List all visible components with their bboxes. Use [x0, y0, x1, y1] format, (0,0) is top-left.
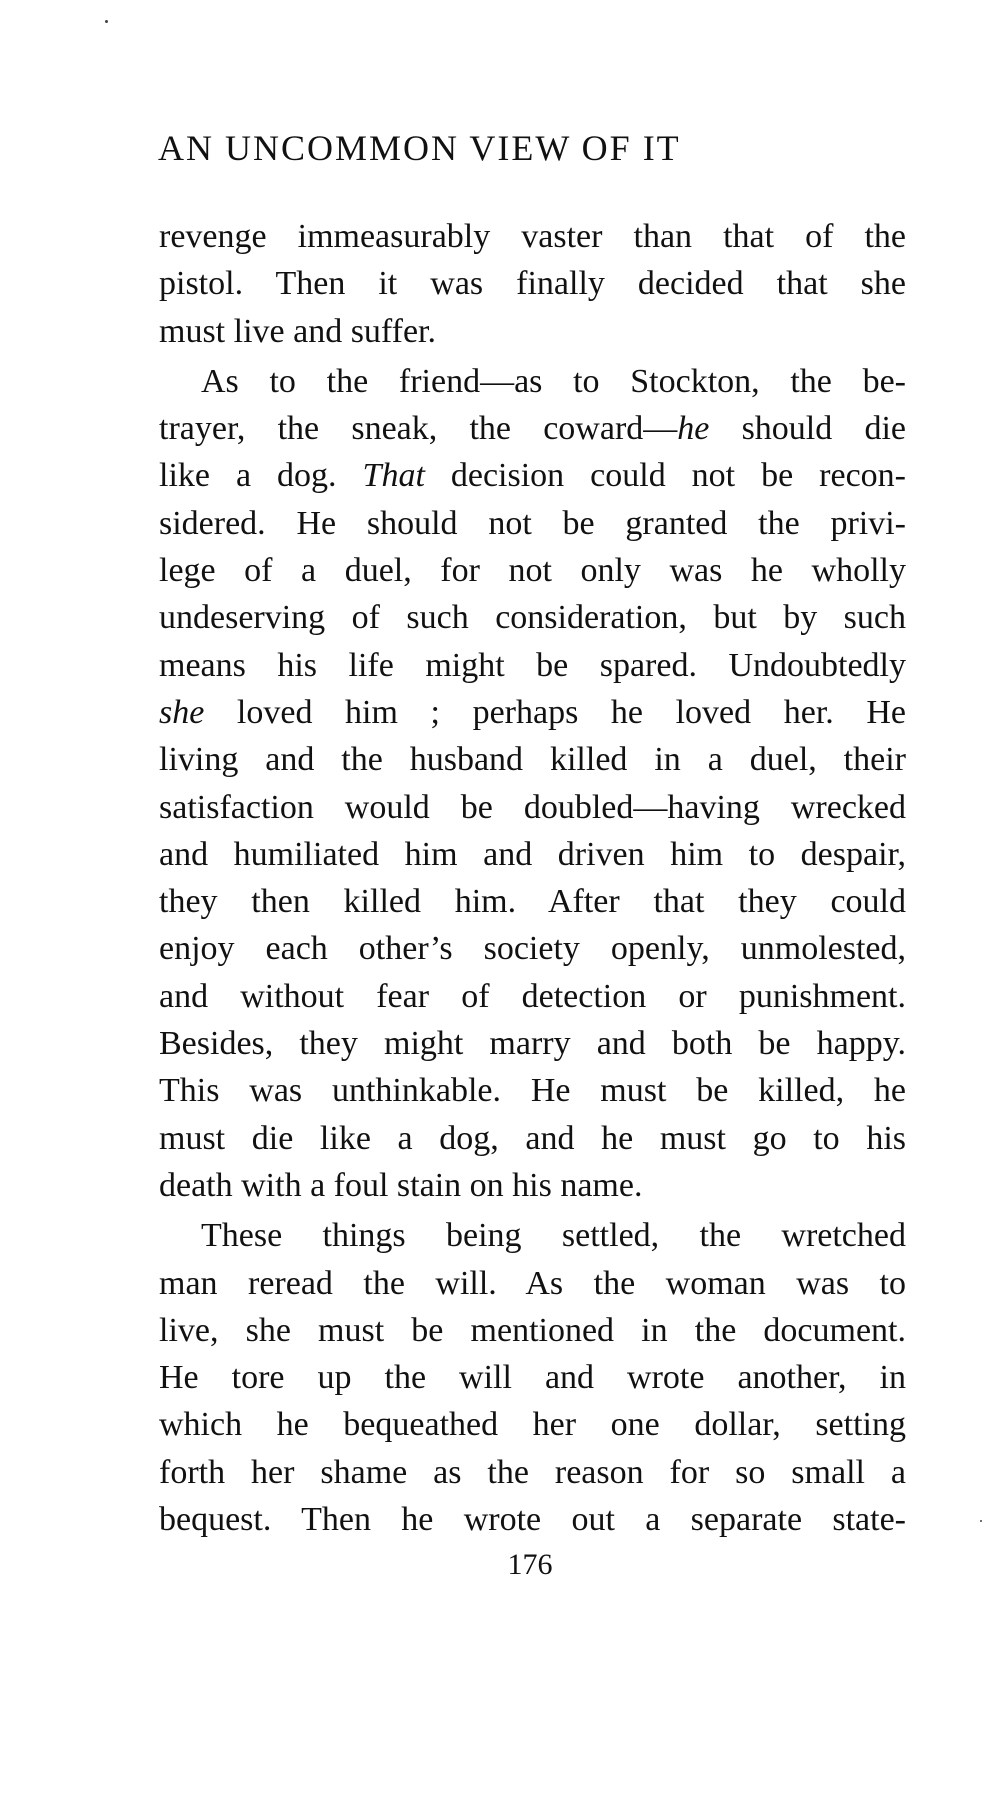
- italic-word: he: [677, 410, 710, 448]
- text-fragment: loved him ; perhaps he loved her. He: [236, 693, 906, 731]
- text-line: [159, 689, 906, 736]
- text-line: These things being settled, the wretched: [201, 1217, 906, 1255]
- text-line: Besides, they might marry and both be happy.: [159, 1025, 906, 1063]
- text-fragment: like a dog.: [159, 457, 337, 495]
- page-number: 176: [507, 1548, 553, 1581]
- text-line: [159, 452, 906, 499]
- ink-speck: [105, 20, 108, 23]
- text-line: [159, 405, 906, 452]
- text-line: live, she must be mentioned in the document.: [159, 1311, 906, 1349]
- italic-word: That: [362, 457, 425, 495]
- text-line: they then killed him. After that they could: [159, 883, 906, 921]
- text-line: must die like a dog, and he must go to his: [159, 1119, 906, 1157]
- text-line: forth her shame as the reason for so small a: [159, 1453, 906, 1491]
- text-fragment: should die: [741, 410, 906, 448]
- text-fragment: decision could not be recon-: [450, 457, 907, 495]
- text-line: man reread the will. As the woman was to: [159, 1264, 906, 1302]
- text-line: satisfaction would be doubled—having wrecked: [159, 788, 906, 826]
- text-fragment: trayer, the sneak, the coward—: [159, 410, 678, 448]
- text-line: As to the friend—as to Stockton, the be-: [201, 362, 906, 400]
- ink-speck: [980, 1520, 982, 1522]
- text-line: means his life might be spared. Undoubtedly: [159, 646, 906, 684]
- text-line: and humiliated him and driven him to despair,: [159, 835, 906, 873]
- text-line: sidered. He should not be granted the privi-: [159, 504, 906, 542]
- text-line: revenge immeasurably vaster than that of the: [159, 218, 906, 255]
- text-line: must live and suffer.: [159, 312, 436, 350]
- text-line: and without fear of detection or punishment.: [159, 977, 906, 1015]
- italic-word: she: [159, 693, 205, 731]
- text-line: death with a foul stain on his name.: [159, 1166, 643, 1204]
- text-line: lege of a duel, for not only was he wholly: [159, 552, 906, 590]
- text-line: which he bequeathed her one dollar, setting: [159, 1406, 906, 1444]
- text-line: undeserving of such consideration, but by such: [159, 599, 906, 637]
- text-line: enjoy each other’s society openly, unmolested,: [159, 930, 906, 968]
- text-line: bequest. Then he wrote out a separate state-: [159, 1501, 906, 1539]
- body-text: [159, 213, 906, 1543]
- text-line: pistol. Then it was finally decided that she: [159, 265, 906, 303]
- text-line: He tore up the will and wrote another, in: [159, 1359, 906, 1397]
- running-head: AN UNCOMMON VIEW OF IT: [158, 128, 681, 168]
- text-line: This was unthinkable. He must be killed, he: [159, 1072, 906, 1110]
- text-line: living and the husband killed in a duel, their: [159, 741, 906, 779]
